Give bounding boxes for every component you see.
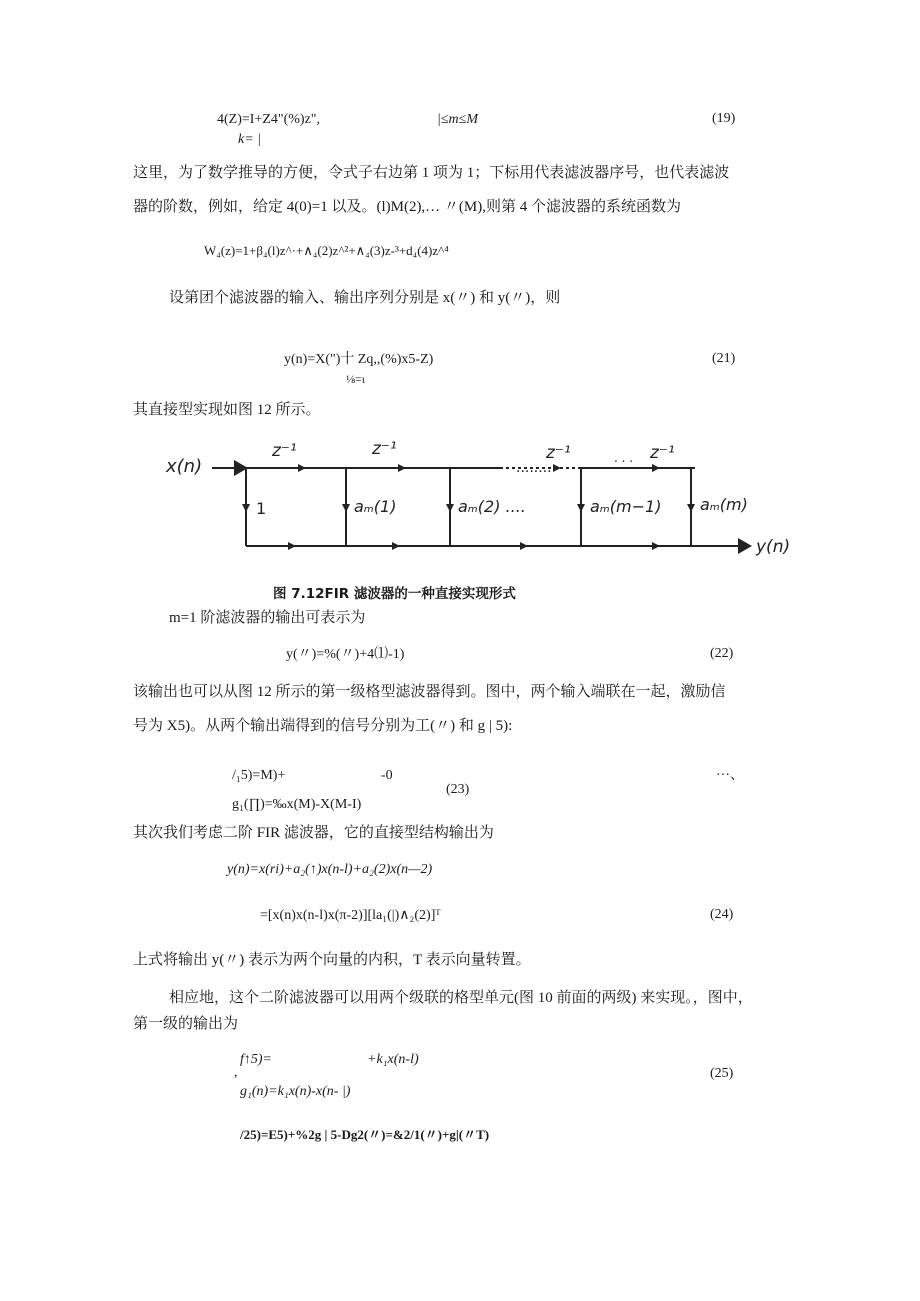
coeff-1: 1: [256, 499, 267, 518]
eq23-line2: g₁(∏)=‰x(M)-X(M-I): [232, 797, 362, 812]
delay-label-4: z⁻¹: [650, 443, 675, 463]
coeff-5: aₘ(m): [700, 495, 748, 514]
delay-label-1: z⁻¹: [272, 441, 297, 461]
eq25-number: (25): [710, 1066, 734, 1081]
figure-caption: 图 7.12FIR 滤波器的一种直接实现形式: [273, 586, 516, 602]
eq23-tail: ···、: [716, 768, 744, 783]
para6: 其次我们考虑二阶 FIR 滤波器，它的直接型结构输出为: [133, 825, 494, 841]
eq24-line2: =[x(n)x(n-l)x(π-2)][la₁(|)∧₂(2)]ᵀ: [260, 908, 441, 923]
para5-line2: 号为 X5)。从两个输出端得到的信号分别为工(〃) 和 g | 5):: [133, 718, 513, 734]
eq25-comma: ,: [234, 1065, 238, 1080]
para4: m=1 阶滤波器的输出可表示为: [169, 610, 366, 626]
eq19-number: (19): [712, 111, 736, 126]
coeff-3: aₘ(2) ....: [458, 497, 526, 516]
top-dots: ........: [516, 460, 552, 476]
para8-line2: 第一级的输出为: [133, 1016, 239, 1032]
delay-arrow-3: [553, 464, 561, 472]
eq22-number: (22): [710, 646, 734, 661]
eq20-main: W₄(z)=1+β₄(l)z^·+∧₄(2)z^²+∧₄(3)z-³+d₄(4)z^⁴: [204, 243, 449, 258]
fir-direct-form-diagram: [160, 428, 800, 568]
para1-line1: 这里，为了数学推导的方便，令式子右边第 1 项为 1；下标用代表滤波器序号，也代表滤波: [133, 165, 730, 181]
eq25-line1b: +k₁x(n-l): [367, 1052, 419, 1067]
eq25-line2: g₁(n)=k₁x(n)-x(n- |): [240, 1084, 351, 1099]
eq23-number: (23): [446, 782, 470, 797]
eq19-subscript: k= |: [238, 132, 262, 147]
delay-label-3: z⁻¹: [546, 443, 571, 463]
para5-line1: 该输出也可以从图 12 所示的第一级格型滤波器得到。图中，两个输入端联在一起，激励信: [133, 684, 726, 700]
coeff-2: aₘ(1): [354, 497, 397, 516]
top-dots-2: . . .: [614, 451, 634, 465]
eq23-line1b: -0: [381, 768, 393, 783]
eq21-subscript: ⅛=ι: [346, 372, 365, 386]
delay-arrow-4: [652, 464, 660, 472]
delay-arrow-2: [398, 464, 406, 472]
coeff-4: aₘ(m−1): [590, 497, 662, 516]
eq19-condition: |≤m≤M: [437, 112, 478, 127]
eq24-line1: y(n)=x(ri)+a₂(↑)x(n-l)+a₂(2)x(n—2): [227, 862, 433, 877]
eq23-line1a: /₁5)=M)+: [232, 768, 286, 783]
eq24-number: (24): [710, 907, 734, 922]
para2: 设第团个滤波器的输入、输出序列分别是 x(〃) 和 y(〃)，则: [169, 290, 561, 306]
eq21-main: y(n)=X(")十 Zq,,(%)x5-Z): [284, 352, 434, 367]
output-label: y(n): [756, 537, 791, 557]
eq21-number: (21): [712, 351, 736, 366]
para3: 其直接型实现如图 12 所示。: [133, 402, 321, 418]
delay-arrow-1: [298, 464, 306, 472]
para1-line2: 器的阶数，例如，给定 4(0)=1 以及。(l)M(2),… 〃(M),则第 4 个滤波器的系统函数为: [133, 199, 682, 215]
eq25-line1a: f↑5)=: [240, 1052, 272, 1067]
eq26-main: /25)=E5)+%2g | 5-Dg2(〃)=&2/1(〃)+g|(〃T): [240, 1127, 490, 1142]
para8-line1: 相应地，这个二阶滤波器可以用两个级联的格型单元(图 10 前面的两级) 来实现。，图中，: [169, 990, 753, 1006]
input-label: x(n): [166, 456, 203, 477]
para7: 上式将输出 y(〃) 表示为两个向量的内积，T 表示向量转置。: [133, 952, 531, 968]
eq19-main: 4(Z)=I+Z4"(%)z",: [217, 112, 321, 127]
delay-label-2: z⁻¹: [372, 439, 397, 459]
eq22-main: y(〃)=%(〃)+4⑴-1): [286, 647, 405, 662]
